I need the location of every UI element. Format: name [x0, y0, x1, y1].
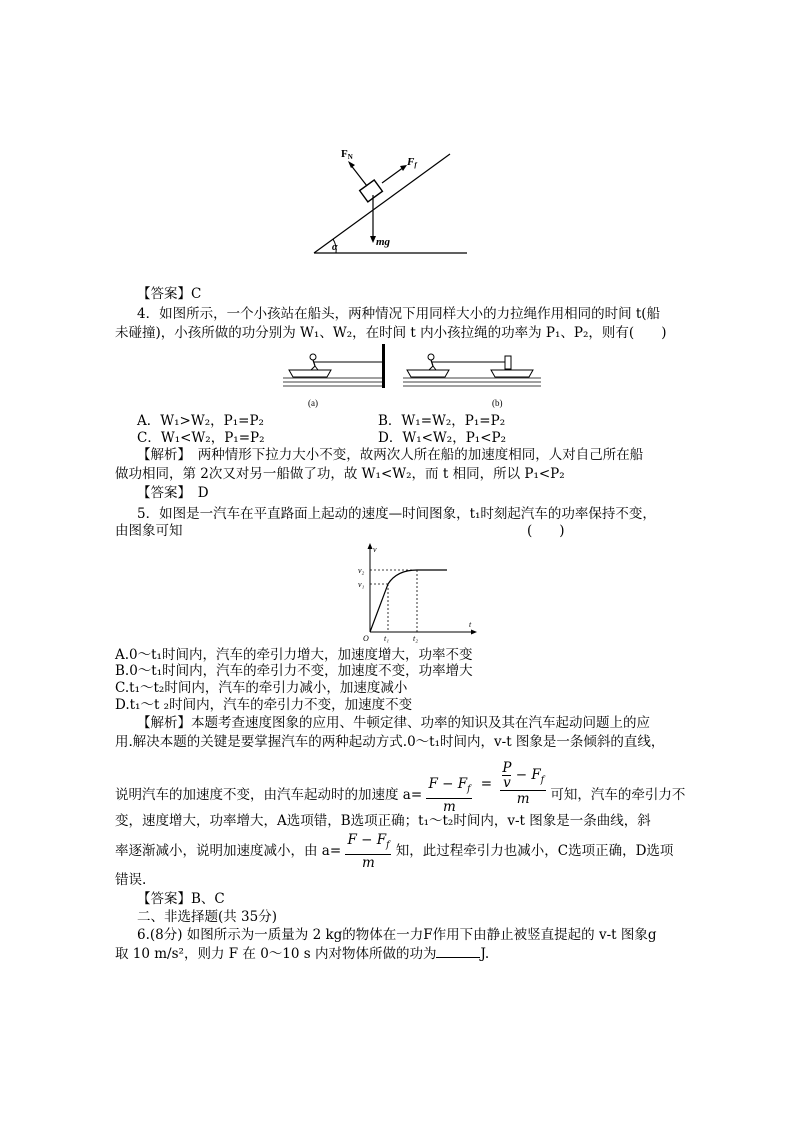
q4-option-c: C．W₁<W₂，P₁=P₂ [137, 430, 265, 446]
v-axis-label: v [373, 545, 377, 554]
v2-label: v₂ [358, 566, 365, 575]
incline-figure [300, 140, 480, 260]
q4-option-a: A．W₁>W₂，P₁=P₂ [137, 413, 264, 429]
t1-label: t₁ [384, 634, 390, 643]
q5-stem-line2: 由图象可知 [115, 523, 183, 539]
friction-arrow [382, 167, 404, 183]
answer-blank [436, 945, 480, 958]
friction-head [400, 165, 407, 171]
q5-analysis-line1: 【解析】本题考查速度图象的应用、牛顿定律、功率的知识及其在汽车起动问题上的应 [137, 715, 650, 731]
analysis3-prefix: 说明汽车的加速度不变，由汽车起动时的加速度 a= [115, 787, 423, 804]
boat-figure-a [283, 344, 385, 388]
q6-line2-prefix: 取 10 m/s²，则力 F 在 0～10 s 内对物体所做的功为 [115, 946, 437, 962]
q4-stem-line2: 未碰撞)，小孩所做的功分别为 W₁、W₂，在时间 t 内小孩拉绳的功率为 P₁、P₂，则有( ) [115, 325, 667, 341]
vt-graph [355, 540, 480, 644]
origin-label: O [363, 634, 369, 643]
q5-analysis-line2: 用.解决本题的关键是要掌握汽车的两种起动方式.0～t₁时间内，v-t 图象是一条倾斜的直线， [115, 734, 665, 750]
q5-stem-line1: 5．如图是一汽车在平直路面上起动的速度—时间图象，t₁时刻起汽车的功率保持不变， [137, 506, 656, 522]
normal-force-head [348, 161, 355, 168]
q5-option-c: C.t₁～t₂时间内，汽车的牵引力减小，加速度减小 [115, 680, 408, 696]
equals-sign: = [480, 776, 493, 793]
q5-paren: ( ) [527, 523, 565, 539]
q6-line1: 6.(8分) 如图所示为一质量为 2 kg的物体在一力F作用下由静止被竖直提起的 v-t 图象g [137, 927, 657, 943]
q3-answer: 【答案】C [137, 286, 202, 302]
q4-option-d: D．W₁<W₂，P₁<P₂ [378, 430, 507, 446]
fn-label: FN [341, 148, 353, 161]
alpha-label: α [332, 242, 338, 253]
q4-analysis-line2: 做功相同，第 2次又对另一船做了功，故 W₁<W₂，而 t 相同，所以 P₁<P₂ [115, 466, 565, 482]
q5-analysis-line4: 变，速度增大，功率增大，A选项错，B选项正确；t₁～t₂时间内，v-t 图象是一条曲线，斜 [115, 813, 651, 829]
block [360, 180, 383, 202]
q6-line2-suffix: J. [480, 946, 490, 962]
analysis3-suffix: 可知，汽车的牵引力不 [550, 787, 686, 804]
q5-answer: 【答案】B、C [137, 891, 225, 907]
fig-b-label: (b) [492, 398, 503, 408]
q6-line2 [115, 945, 489, 963]
t-axis-label: t [469, 620, 472, 629]
velocity-curve [370, 570, 447, 632]
accel-fraction-3: $\frac{F - F_f}{m}$ [347, 832, 390, 871]
section-2-title: 二、非选择题(共 35分) [137, 909, 278, 925]
mg-label: mg [376, 236, 391, 248]
q4-analysis-line1: 【解析】 两种情形下拉力大小不变，故两次人所在船的加速度相同，人对自己所在船 [137, 447, 644, 463]
boat-figure-b [403, 354, 541, 386]
normal-force-arrow [350, 164, 367, 186]
q5-analysis-line6: 错误. [115, 872, 147, 888]
q5-analysis-line5 [115, 832, 673, 871]
analysis5-suffix: 知，此过程牵引力也减小，C选项正确，D选项 [395, 843, 674, 860]
q5-option-b: B.0～t₁时间内，汽车的牵引力不变，加速度不变，功率增大 [115, 663, 473, 679]
q5-option-d: D.t₁～t ₂时间内，汽车的牵引力不变，加速度不变 [115, 697, 413, 713]
q4-answer: 【答案】 D [137, 485, 209, 501]
q4-stem-line1: 4．如图所示，一个小孩站在船头，两种情况下用同样大小的力拉绳作用相同的时间 t(船 [137, 306, 661, 322]
t2-label: t₂ [413, 634, 419, 643]
accel-fraction-1: $\frac{F - F_f}{m}$ [428, 776, 471, 815]
q4-option-b: B．W₁=W₂，P₁=P₂ [378, 413, 506, 429]
boats-figure [283, 342, 543, 410]
v1-label: v₁ [358, 580, 365, 589]
fig-a-label: (a) [308, 398, 318, 408]
analysis5-prefix: 率逐渐减小，说明加速度减小，由 a= [115, 843, 342, 860]
q5-option-a: A.0～t₁时间内，汽车的牵引力增大，加速度增大，功率不变 [115, 647, 473, 663]
accel-fraction-2: $\frac{P}{v}$ − $F_f$ m [502, 760, 545, 808]
ff-label: Ff [407, 156, 417, 169]
q5-analysis-line3 [115, 754, 685, 815]
